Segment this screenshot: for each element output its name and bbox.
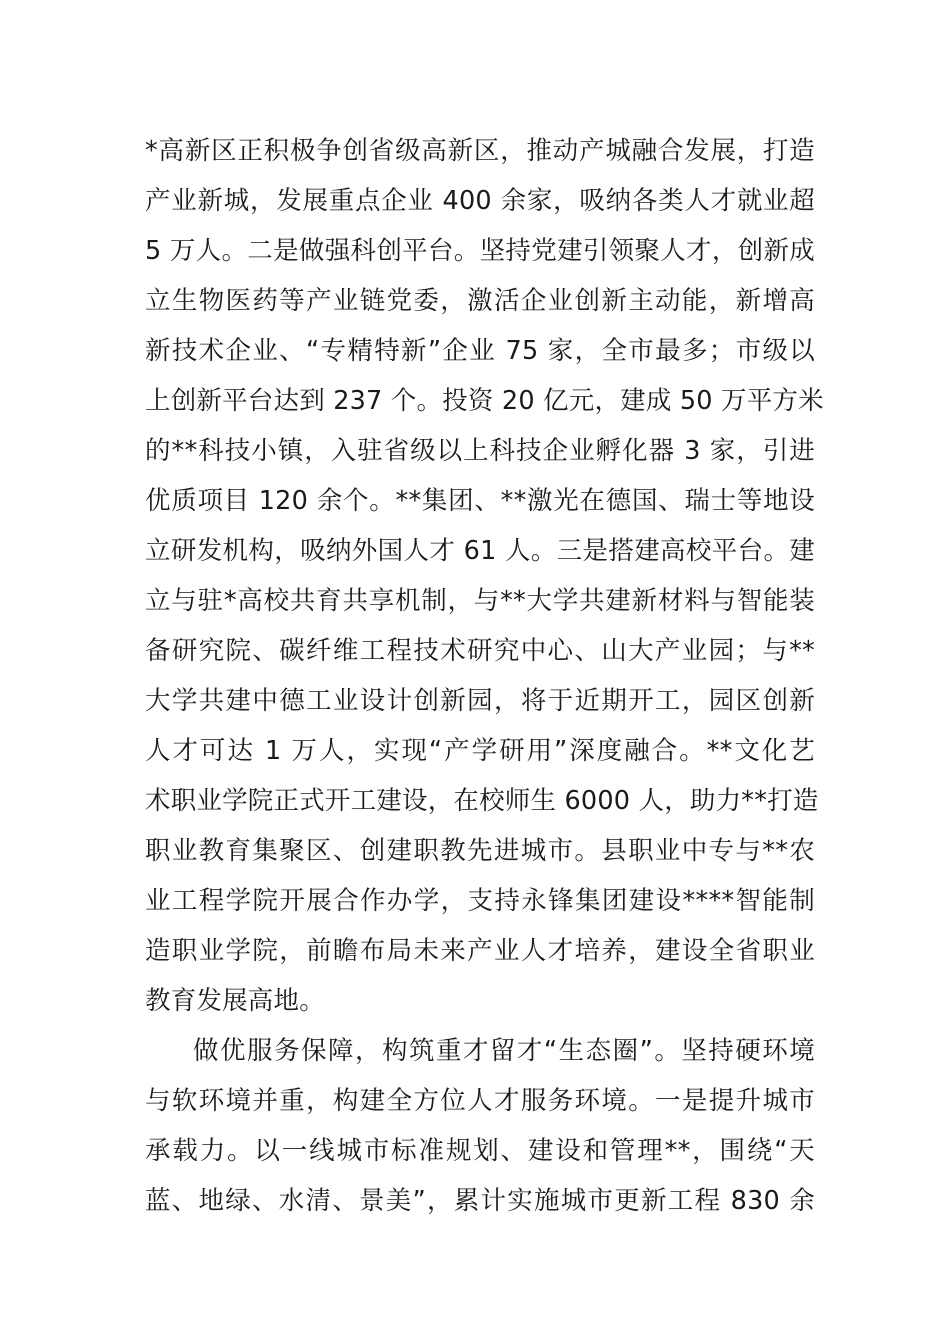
paragraph-line: *高新区正积极争创省级高新区，推动产城融合发展，打造 (145, 136, 815, 166)
paragraph-line: 备研究院、碳纤维工程技术研究中心、山大产业园；与** (145, 636, 815, 666)
paragraph-line: 做优服务保障，构筑重才留才“生态圈”。坚持硬环境 (193, 1036, 815, 1066)
paragraph-line: 立研发机构，吸纳外国人才 61 人。三是搭建高校平台。建 (145, 536, 815, 566)
paragraph-line: 新技术企业、“专精特新”企业 75 家，全市最多；市级以 (145, 336, 815, 366)
paragraph-line: 术职业学院正式开工建设，在校师生 6000 人，助力**打造 (145, 786, 819, 816)
paragraph-line: 教育发展高地。 (145, 986, 325, 1016)
paragraph-line: 大学共建中德工业设计创新园，将于近期开工，园区创新 (145, 686, 815, 716)
paragraph-1 (145, 126, 824, 1026)
paragraph-line: 上创新平台达到 237 个。投资 20 亿元，建成 50 万平方米 (145, 386, 824, 416)
paragraph-line: 人才可达 1 万人，实现“产学研用”深度融合。**文化艺 (145, 736, 815, 766)
paragraph-line: 优质项目 120 余个。**集团、**激光在德国、瑞士等地设 (145, 486, 815, 516)
paragraph-line: 产业新城，发展重点企业 400 余家，吸纳各类人才就业超 (145, 186, 815, 216)
paragraph-line: 与软环境并重，构建全方位人才服务环境。一是提升城市 (145, 1086, 815, 1116)
paragraph-line: 职业教育集聚区、创建职教先进城市。县职业中专与**农 (145, 836, 815, 866)
paragraph-line: 蓝、地绿、水清、景美”，累计实施城市更新工程 830 余 (145, 1186, 815, 1216)
paragraph-line: 承载力。以一线城市标准规划、建设和管理**，围绕“天 (145, 1136, 815, 1166)
paragraph-line: 造职业学院，前瞻布局未来产业人才培养，建设全省职业 (145, 936, 815, 966)
paragraph-line: 业工程学院开展合作办学，支持永锋集团建设****智能制 (145, 886, 815, 916)
paragraph-line: 的**科技小镇，入驻省级以上科技企业孵化器 3 家，引进 (145, 436, 815, 466)
paragraph-line: 立生物医药等产业链党委，激活企业创新主动能，新增高 (145, 286, 815, 316)
paragraph-line: 立与驻*高校共育共享机制，与**大学共建新材料与智能装 (145, 586, 815, 616)
paragraph-2 (145, 1026, 815, 1226)
paragraph-line: 5 万人。二是做强科创平台。坚持党建引领聚人才，创新成 (145, 236, 815, 266)
document-body (145, 126, 824, 1226)
